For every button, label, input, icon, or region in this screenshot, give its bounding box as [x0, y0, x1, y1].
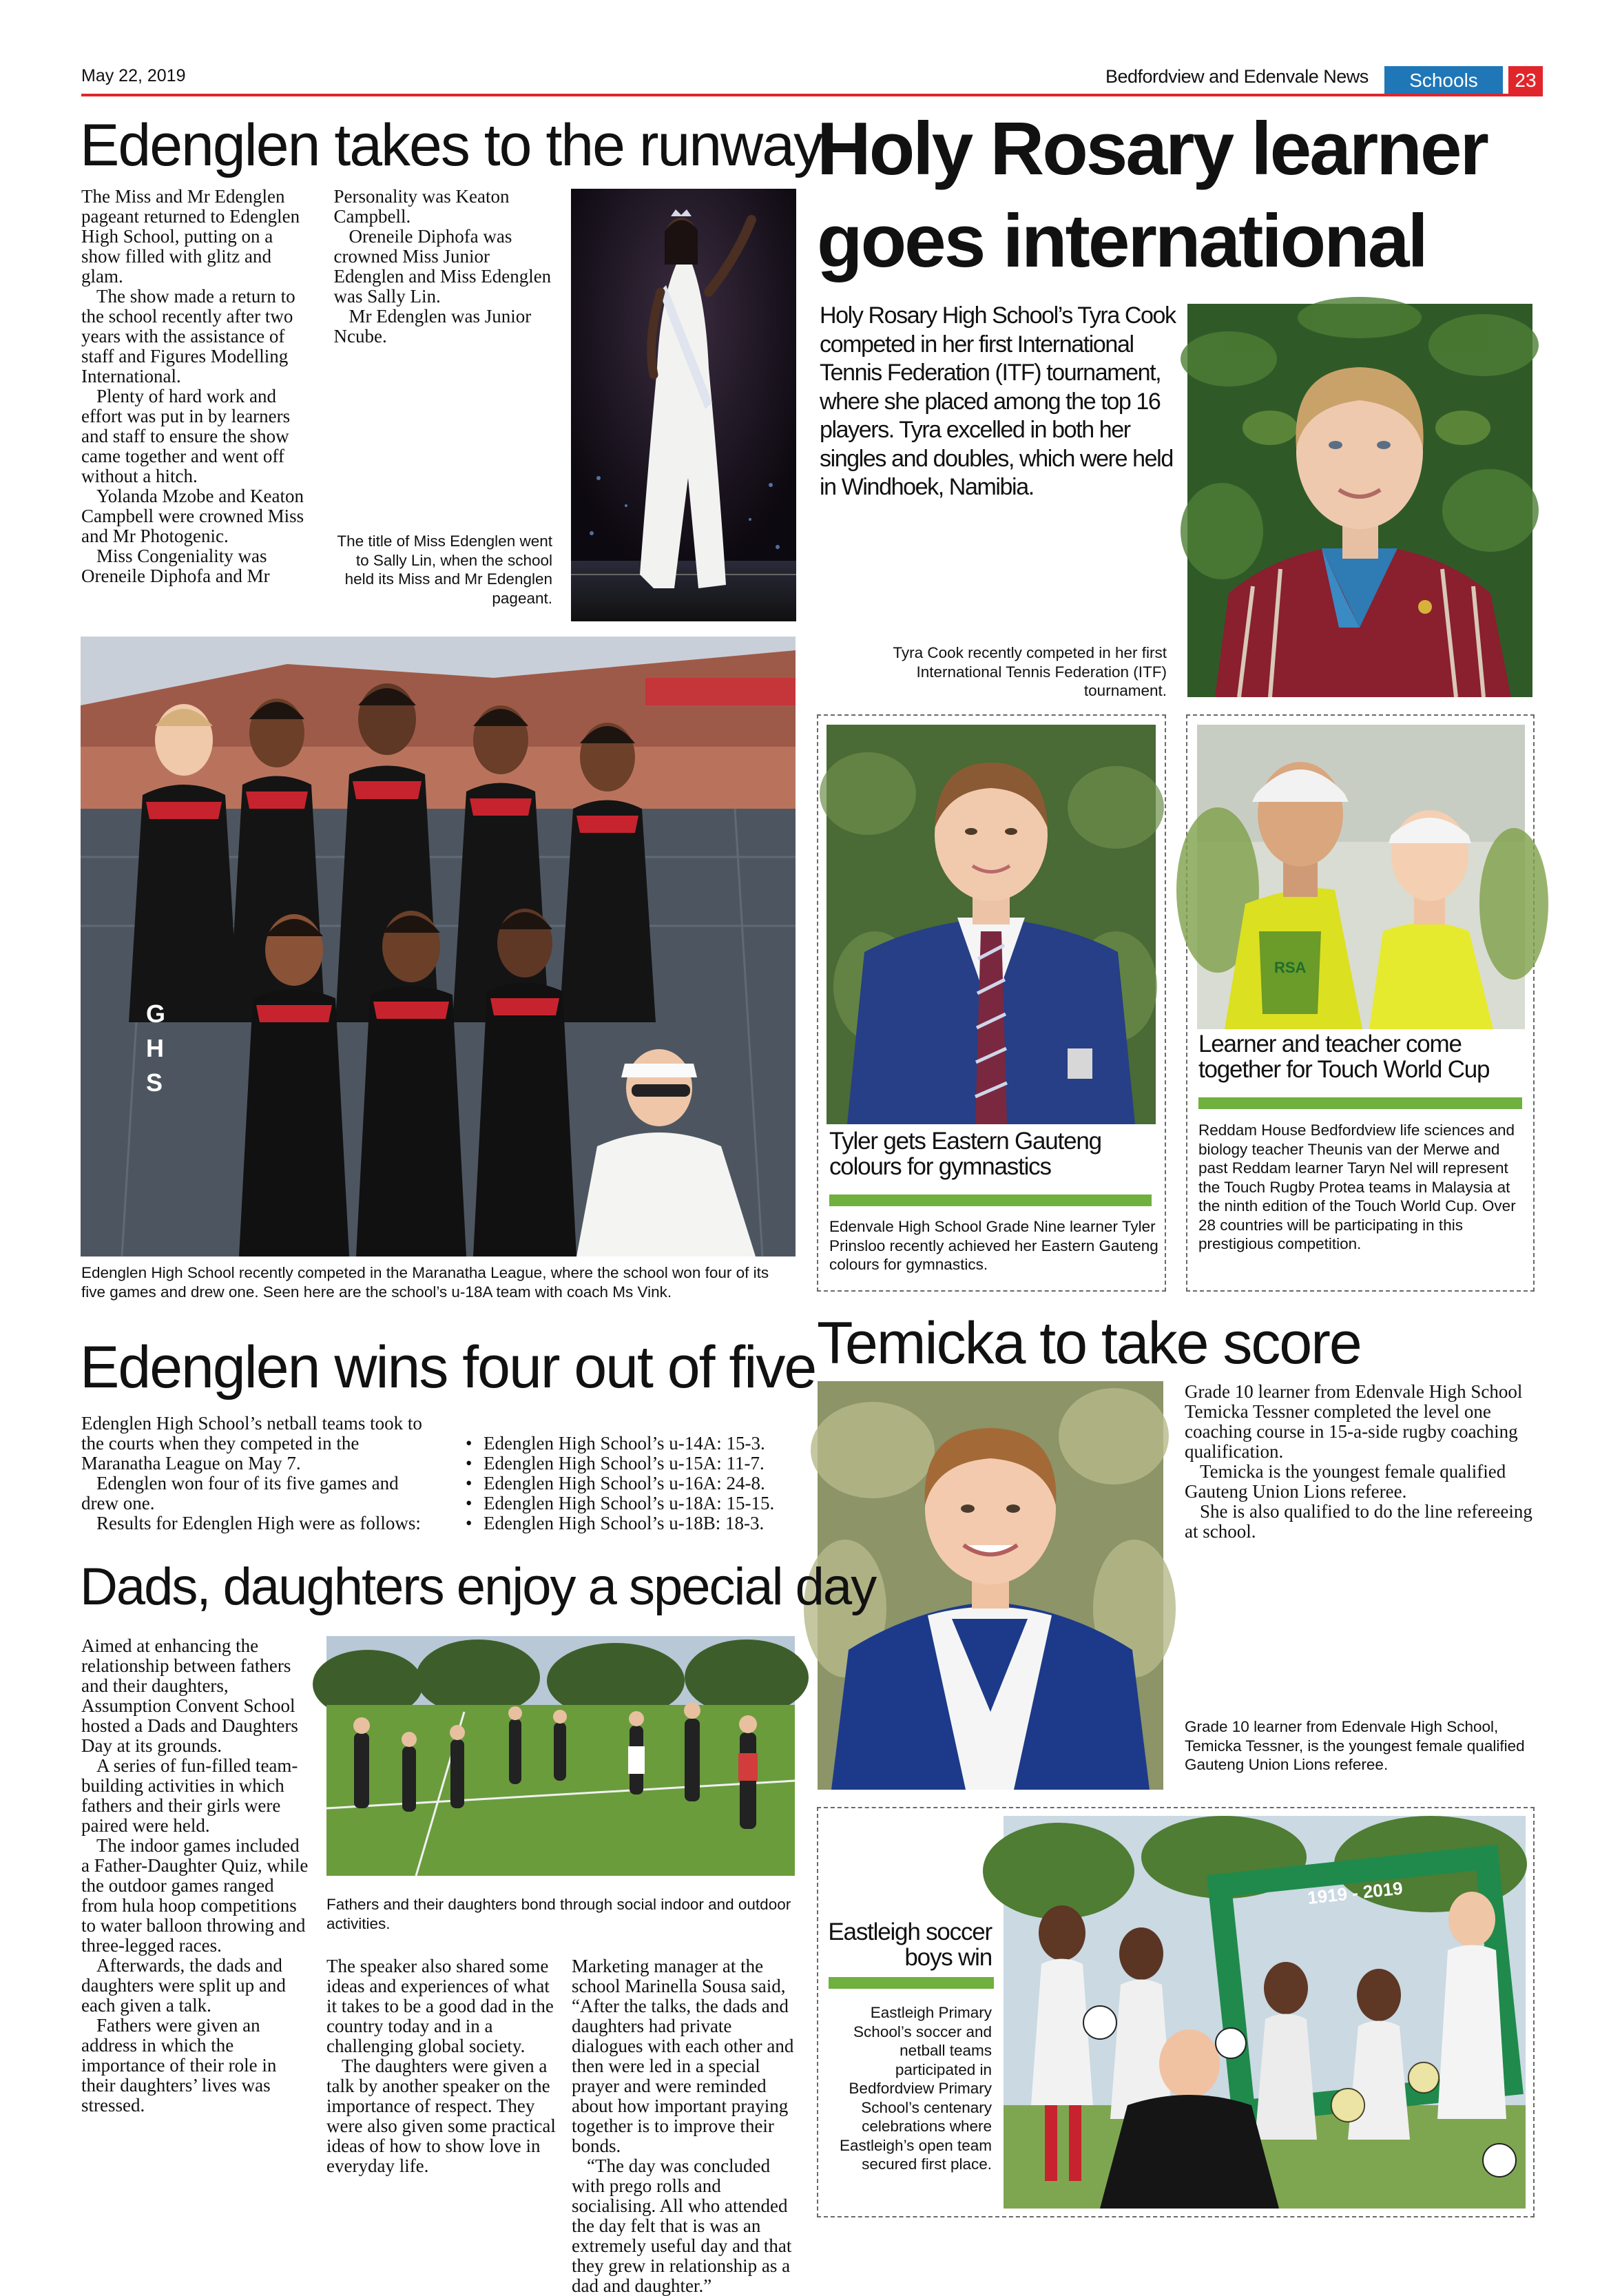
netball-caption: Edenglen High School recently competed in the Maranatha League, where the school won four of its five games and drew one. Seen here are the school’s u-18A team with coach Ms Vink. — [81, 1264, 769, 1301]
tyler-headline: Tyler gets Eastern Gauteng colours for gymnastics — [829, 1128, 1101, 1180]
paragraph: The Miss and Mr Edenglen pageant returned to Edenglen High School, putting on a show filled with glitz and glam. — [81, 186, 300, 287]
section-tab: Schools — [1384, 66, 1503, 95]
tyler-body: Edenvale High School Grade Nine learner Tyler Prinsloo recently achieved her Eastern Gauteng colours for gymnastics. — [829, 1218, 1158, 1273]
paragraph: Marketing manager at the school Marinella Sousa said, “After the talks, the dads and daughters had private dialogues with each other and then were led in a special prayer and were reminded about how important praying together is to improve their bonds. — [572, 1956, 794, 2156]
temicka-caption: Grade 10 learner from Edenvale High School, Temicka Tessner, is the youngest female qualified Gauteng Union Lions referee. — [1185, 1718, 1525, 1773]
eastleigh-headline: Eastleigh soccer boys win — [828, 1918, 992, 1971]
touch-green-bar — [1198, 1097, 1522, 1109]
touch-body: Reddam House Bedfordview life sciences and biology teacher Theunis van der Merwe and past Reddam learner Taryn Nel will represent the Touch Rugby Protea teams in Malaysia at the ninth edition of the Touch World Cup. Over 28 countries will be participating in this prestigious competition. — [1198, 1121, 1516, 1252]
paragraph: Aimed at enhancing the relationship between fathers and their daughters, Assumption Convent School hosted a Dads and Daughters Day at its grounds. — [81, 1635, 298, 1756]
paragraph: The speaker also shared some ideas and experiences of what it takes to be a good dad in the country today and in a challenging global society. — [326, 1956, 554, 2056]
bib-letter-s: S — [146, 1068, 163, 1097]
eastleigh-body: Eastleigh Primary School’s soccer and netball teams participated in Bedfordview Primary School’s centenary celebrations where Eastleigh’s open team secured first place. — [840, 2004, 992, 2173]
dads-daughters-photo — [326, 1636, 795, 1876]
header-rule — [81, 94, 1543, 96]
paragraph: A series of fun-filled team-building activities in which fathers and their girls were paired were held. — [81, 1755, 298, 1836]
wins-results — [450, 1434, 809, 1533]
temicka-headline: Temicka to take score — [817, 1310, 1361, 1376]
page-date: May 22, 2019 — [81, 66, 186, 85]
paragraph: The indoor games included a Father-Daughter Quiz, while the outdoor games ranged from hula hoop competitions to water balloon throwing and three-legged races. — [81, 1835, 309, 1956]
paragraph: “The day was concluded with prego rolls and socialising. All who attended the day felt that is was an extremely useful day and that they grew in relationship as a dad and daughter.” — [572, 2155, 792, 2296]
tyra-cook-photo — [1187, 304, 1532, 697]
result-item: • Edenglen High School’s u-18A: 15-15. — [450, 1493, 809, 1513]
paragraph: Mr Edenglen was Junior Ncube. — [333, 306, 532, 347]
paragraph: The daughters were given a talk by another speaker on the importance of respect. They were also given some practical ideas of how to show love in everyday life. — [326, 2056, 556, 2176]
publication-name: Bedfordview and Edenvale News — [1105, 66, 1369, 87]
paragraph: She is also qualified to do the line refereeing at school. — [1185, 1501, 1532, 1542]
touch-headline: Learner and teacher come together for Touch World Cup — [1198, 1031, 1490, 1083]
paragraph: Oreneile Diphofa was crowned Miss Junior Edenglen and Miss Edenglen was Sally Lin. — [333, 226, 552, 307]
eastleigh-green-bar — [829, 1977, 994, 1989]
touch-shirt-text: RSA — [1274, 959, 1307, 976]
tyler-green-bar — [829, 1194, 1152, 1206]
netball-team-photo — [81, 637, 796, 1256]
result-item: • Edenglen High School’s u-16A: 24-8. — [450, 1473, 809, 1493]
wins-headline: Edenglen wins four out of five — [80, 1334, 816, 1400]
wins-body-col1 — [81, 1414, 426, 1533]
paragraph: Edenglen High School’s netball teams took to the courts when they competed in the Maranatha League on May 7. — [81, 1413, 422, 1473]
holy-rosary-headline-1: Holy Rosary learner — [817, 107, 1487, 191]
page-number: 23 — [1508, 66, 1543, 95]
paragraph: Grade 10 learner from Edenvale High School Temicka Tessner completed the level one coaching course in 15-a-side rugby coaching qualification. — [1185, 1381, 1523, 1462]
paragraph: Miss Congeniality was Oreneile Diphofa and Mr Personality was Keaton Campbell. — [81, 186, 510, 586]
tyra-caption: Tyra Cook recently competed in her first International Tennis Federation (ITF) tournament. — [893, 644, 1167, 699]
bib-letter-g: G — [146, 1000, 166, 1028]
paragraph: Results for Edenglen High were as follows: — [96, 1513, 421, 1533]
holy-rosary-headline-2: goes international — [817, 199, 1426, 283]
result-item: • Edenglen High School’s u-18B: 18-3. — [450, 1513, 809, 1533]
eastleigh-soccer-photo — [1004, 1816, 1526, 2209]
miss-edenglen-photo — [571, 189, 796, 621]
dads-caption: Fathers and their daughters bond through social indoor and outdoor activities. — [326, 1896, 791, 1932]
runway-headline: Edenglen takes to the runway — [80, 112, 822, 178]
paragraph: The show made a return to the school recently after two years with the assistance of staff and Figures Modelling International. — [81, 286, 295, 386]
tyler-photo — [827, 725, 1156, 1124]
paragraph: Afterwards, the dads and daughters were split up and each given a talk. — [81, 1955, 286, 2016]
paragraph: Yolanda Mzobe and Keaton Campbell were crowned Miss and Mr Photogenic. — [81, 486, 304, 546]
paragraph: Edenglen won four of its five games and drew one. — [81, 1473, 399, 1513]
runway-caption: The title of Miss Edenglen went to Sally Lin, when the school held its Miss and Mr Edenglen pageant. — [337, 532, 552, 607]
paragraph: Plenty of hard work and effort was put in by learners and staff to ensure the show came together and went off without a hitch. — [81, 386, 291, 486]
dads-headline: Dads, daughters enjoy a special day — [80, 1558, 876, 1616]
paragraph: Fathers were given an address in which the importance of their role in their daughters’ lives was stressed. — [81, 2015, 277, 2116]
dads-col3 — [572, 1956, 802, 2296]
dads-col2 — [326, 1956, 557, 2218]
result-item: • Edenglen High School’s u-14A: 15-3. — [450, 1434, 809, 1454]
result-item: • Edenglen High School’s u-15A: 11-7. — [450, 1454, 809, 1473]
dads-col1 — [81, 1636, 312, 2218]
bib-letter-h: H — [146, 1034, 164, 1062]
temicka-body — [1185, 1382, 1537, 1542]
eastleigh-banner: 1919 - 2019 — [1306, 1877, 1404, 1908]
holy-rosary-standfirst: Holy Rosary High School’s Tyra Cook competed in her first International Tennis Federation (ITF) tournament, where she placed among the top 16 players. Tyra excelled in both her singles and doubles, which were held in Windhoek, Namibia. — [820, 302, 1176, 500]
touch-photo — [1197, 725, 1525, 1029]
paragraph: Temicka is the youngest female qualified Gauteng Union Lions referee. — [1185, 1461, 1506, 1502]
